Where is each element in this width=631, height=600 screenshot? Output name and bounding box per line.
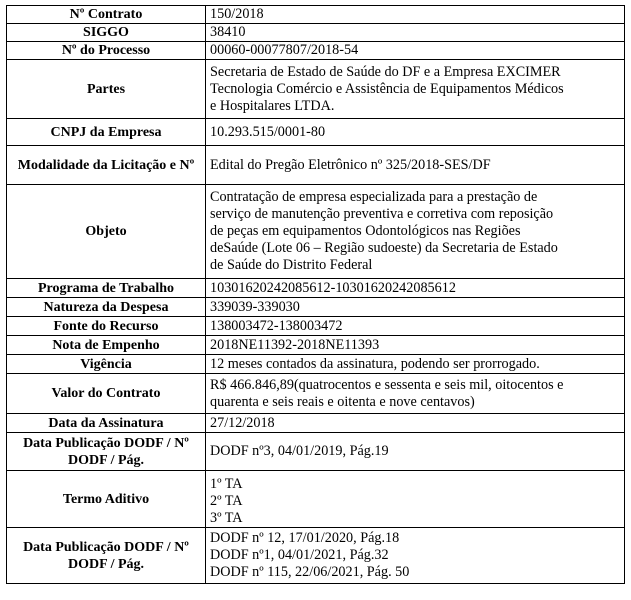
label-siggo: SIGGO <box>7 24 206 42</box>
value-line: deSaúde (Lote 06 – Região sudoeste) da Secretaria de Estado <box>210 240 558 256</box>
label-programa-trabalho: Programa de Trabalho <box>7 279 206 298</box>
row-numero-processo <box>7 42 625 60</box>
value-cnpj <box>206 119 625 146</box>
label-partes: Partes <box>7 60 206 119</box>
row-data-assinatura <box>7 414 625 433</box>
value-line: de Saúde do Distrito Federal <box>210 257 373 273</box>
row-numero-contrato <box>7 6 625 24</box>
value-line: e Hospitalares LTDA. <box>210 97 335 114</box>
row-modalidade <box>7 146 625 185</box>
value-line: 2018NE11392-2018NE11393 <box>210 336 380 353</box>
value-termo-aditivo <box>206 471 625 528</box>
row-siggo <box>7 24 625 42</box>
value-natureza-despesa <box>206 298 625 317</box>
value-vigencia <box>206 355 625 374</box>
value-line: 10301620242085612-10301620242085612 <box>210 279 456 296</box>
value-line: Contratação de empresa especializada para a prestação de <box>210 189 538 205</box>
row-partes <box>7 60 625 119</box>
value-line: Edital do Pregão Eletrônico nº 325/2018-SES/DF <box>210 156 491 173</box>
label-valor-contrato: Valor do Contrato <box>7 374 206 414</box>
label-data-assinatura: Data da Assinatura <box>7 414 206 433</box>
label-numero-contrato: Nº Contrato <box>7 6 206 24</box>
value-objeto <box>206 185 625 279</box>
value-line: DODF nº 115, 22/06/2021, Pág. 50 <box>210 564 410 580</box>
value-line: 27/12/2018 <box>210 414 275 431</box>
row-fonte-recurso <box>7 317 625 336</box>
row-programa-trabalho <box>7 279 625 298</box>
value-modalidade <box>206 146 625 185</box>
contract-summary-table <box>6 5 625 584</box>
value-data-publicacao-aditivos <box>206 528 625 584</box>
value-data-publicacao <box>206 433 625 471</box>
label-data-publicacao: Data Publicação DODF / Nº DODF / Pág. <box>7 433 206 471</box>
value-line: 1º TA <box>210 476 243 492</box>
value-data-assinatura <box>206 414 625 433</box>
value-partes <box>206 60 625 119</box>
value-line: 10.293.515/0001-80 <box>210 123 326 140</box>
row-vigencia <box>7 355 625 374</box>
value-line: serviço de manutenção preventiva e corretiva com reposição <box>210 206 554 222</box>
row-objeto <box>7 185 625 279</box>
row-data-publicacao-aditivos <box>7 528 625 584</box>
value-line: 339039-339030 <box>210 298 300 315</box>
row-nota-empenho <box>7 336 625 355</box>
label-numero-processo: Nº do Processo <box>7 42 206 60</box>
label-objeto: Objeto <box>7 185 206 279</box>
label-termo-aditivo: Termo Aditivo <box>7 471 206 528</box>
value-numero-contrato <box>206 6 625 24</box>
value-line: 3º TA <box>210 510 243 526</box>
label-vigencia: Vigência <box>7 355 206 374</box>
row-valor-contrato <box>7 374 625 414</box>
label-cnpj: CNPJ da Empresa <box>7 119 206 146</box>
value-siggo <box>206 24 625 42</box>
row-cnpj <box>7 119 625 146</box>
value-line: DODF nº1, 04/01/2021, Pág.32 <box>210 547 389 563</box>
value-line: de peças em equipamentos Odontológicos nas Regiões <box>210 223 521 239</box>
label-modalidade: Modalidade da Licitação e Nº <box>7 146 206 185</box>
value-programa-trabalho <box>206 279 625 298</box>
label-data-publicacao-aditivos: Data Publicação DODF / Nº DODF / Pág. <box>7 528 206 584</box>
value-line: 138003472-138003472 <box>210 317 343 334</box>
value-line: quarenta e seis reais e oitenta e nove centavos) <box>210 393 475 410</box>
label-nota-empenho: Nota de Empenho <box>7 336 206 355</box>
value-valor-contrato <box>206 374 625 414</box>
value-line: 12 meses contados da assinatura, podendo ser prorrogado. <box>210 355 540 372</box>
value-line: 38410 <box>210 24 246 40</box>
value-line: 00060-00077807/2018-54 <box>210 42 359 58</box>
value-numero-processo <box>206 42 625 60</box>
row-termo-aditivo <box>7 471 625 528</box>
row-data-publicacao <box>7 433 625 471</box>
value-line: Secretaria de Estado de Saúde do DF e a Empresa EXCIMER <box>210 63 561 80</box>
label-fonte-recurso: Fonte do Recurso <box>7 317 206 336</box>
label-natureza-despesa: Natureza da Despesa <box>7 298 206 317</box>
value-nota-empenho <box>206 336 625 355</box>
value-line: DODF nº 12, 17/01/2020, Pág.18 <box>210 530 400 546</box>
value-line: 2º TA <box>210 493 243 509</box>
value-fonte-recurso <box>206 317 625 336</box>
value-line: Tecnologia Comércio e Assistência de Equipamentos Médicos <box>210 80 564 97</box>
value-line: DODF nº3, 04/01/2019, Pág.19 <box>210 443 389 459</box>
row-natureza-despesa <box>7 298 625 317</box>
value-line: R$ 466.846,89(quatrocentos e sessenta e seis mil, oitocentos e <box>210 376 564 393</box>
value-line: 150/2018 <box>210 6 264 22</box>
